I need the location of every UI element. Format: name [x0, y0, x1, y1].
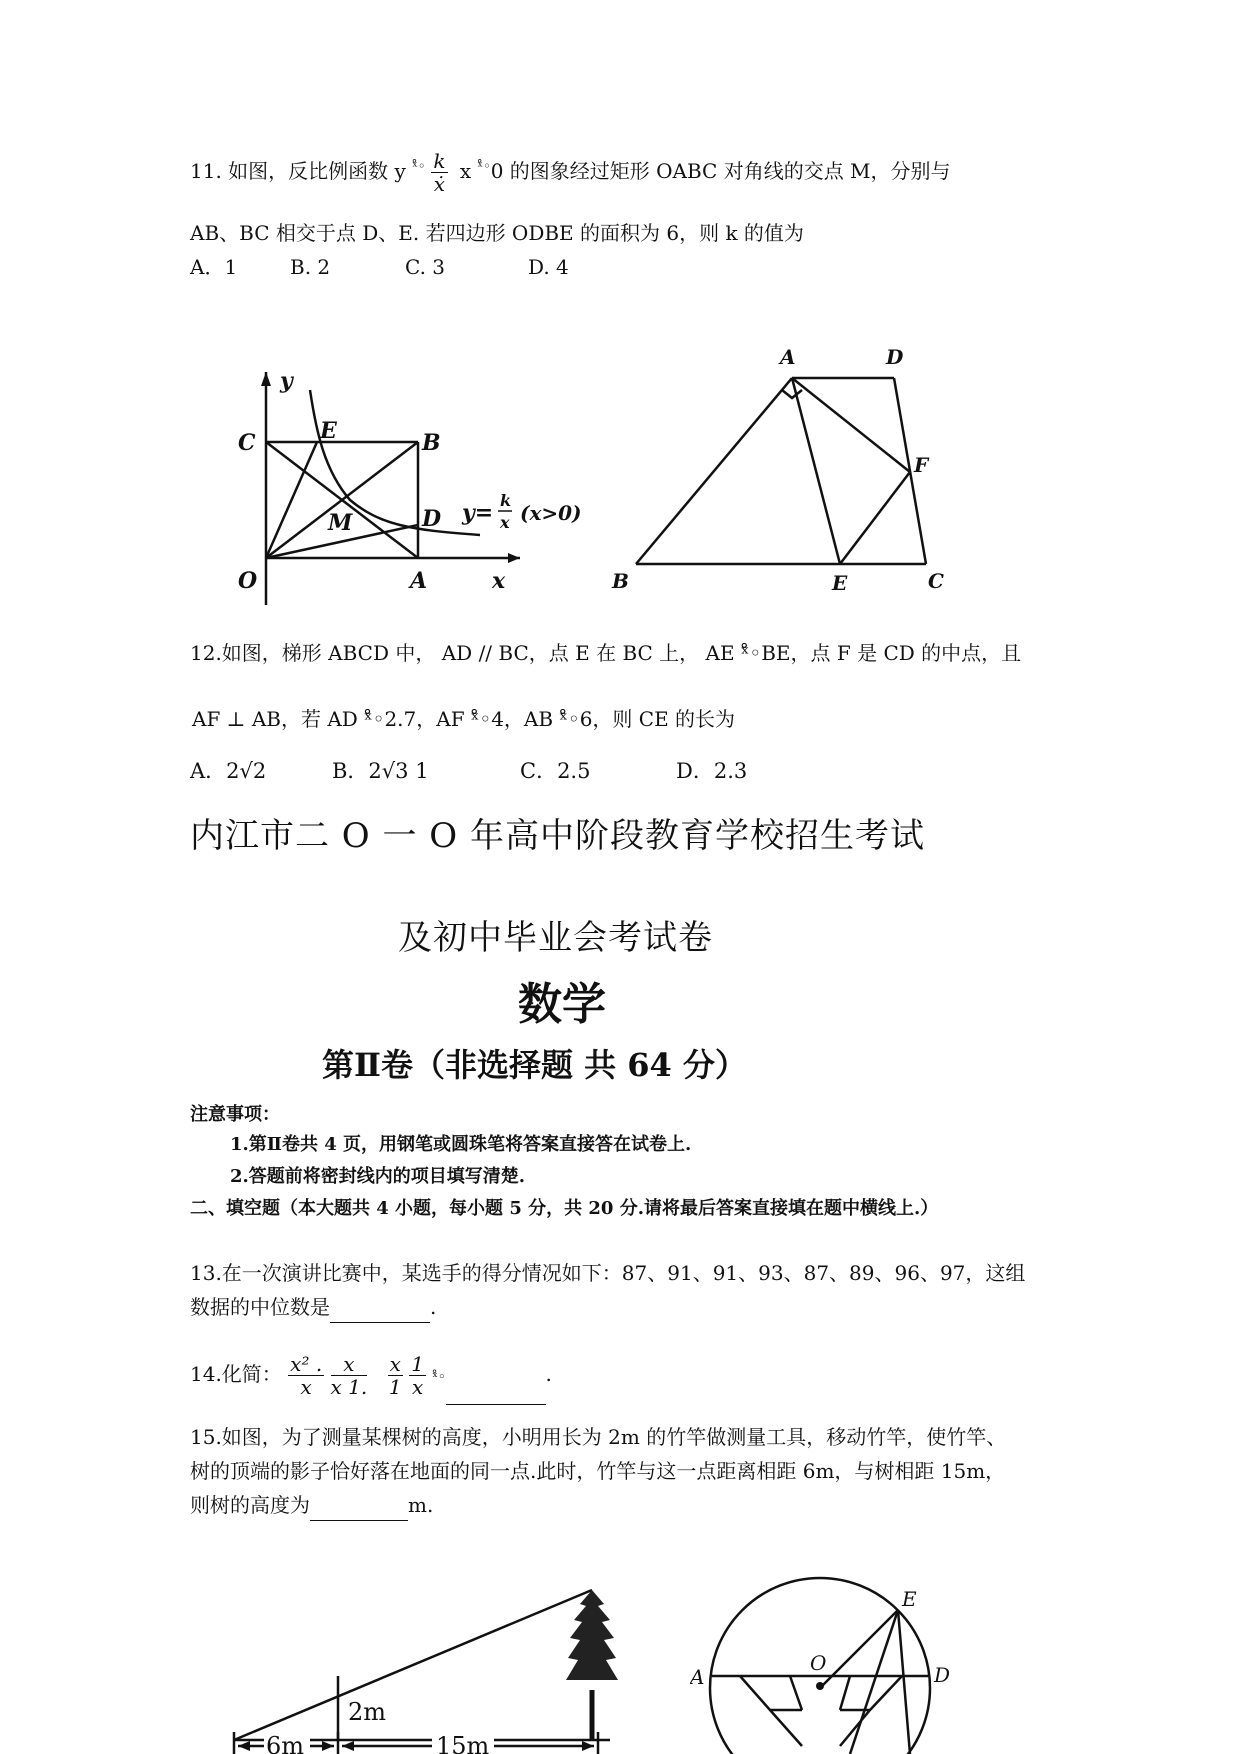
- label-c: C: [238, 430, 256, 456]
- label-e: E: [832, 571, 848, 595]
- q12-option-c: C．2.5: [520, 759, 591, 783]
- exam-subject: 数学: [518, 979, 606, 1030]
- notes-item-2: 2.答题前将密封线内的项目填写清楚.: [230, 1166, 526, 1187]
- q12-option-d: D．2.3: [676, 759, 748, 783]
- q11-line2: AB、BC 相交于点 D、E. 若四边形 ODBE 的面积为 6，则 k 的值为: [190, 221, 804, 245]
- label-d: D: [422, 506, 442, 532]
- label-c: C: [928, 569, 944, 593]
- label-e: E: [902, 1587, 917, 1611]
- label-y: y: [280, 368, 293, 394]
- label-distance-15m: 15m: [436, 1732, 490, 1754]
- exam-title-line2: 及初中毕业会考试卷: [398, 918, 713, 958]
- label-distance-6m: 6m: [266, 1732, 305, 1754]
- label-b: B: [612, 569, 629, 593]
- notes-item-1: 1.第Ⅱ卷共 4 页，用钢笔或圆珠笔将答案直接答在试卷上.: [230, 1134, 692, 1155]
- label-m: M: [328, 510, 353, 536]
- q12-line1: 12.如图，梯形 ABCD 中， AD // BC，点 E 在 BC 上， AE ˣ̊◦BE，点 F 是 CD 的中点，且: [190, 641, 1022, 665]
- q11-option-a: A．1: [190, 255, 238, 279]
- figure-15-tree-measurement: [230, 1580, 650, 1754]
- q11-line1: 11. 如图，反比例函数 y $^{ˣ̊◦}$ $\frac{k}{\text{ẋ}}$ x $^{ˣ̊◦}$0 的图象经过矩形 OABC 对角线的交点 M，分别与: [190, 149, 951, 196]
- q15-line2: 树的顶端的影子恰好落在地面的同一点.此时，竹竿与这一点距离相距 6m，与树相距 15m，: [190, 1459, 1006, 1483]
- q11-option-b: B. 2: [290, 255, 331, 279]
- exam-title-line1: 内江市二 O 一 O 年高中阶段教育学校招生考试: [190, 816, 925, 856]
- label-a: A: [690, 1665, 705, 1689]
- q13-line1: 13.在一次演讲比赛中，某选手的得分情况如下：87、91、91、93、87、89、96、97，这组: [190, 1261, 1026, 1285]
- function-condition: (x>0): [520, 501, 582, 525]
- label-o: O: [238, 568, 258, 594]
- label-pole: 2m: [348, 1698, 387, 1726]
- label-e: E: [320, 418, 337, 444]
- exam-volume: 第Ⅱ卷（非选择题 共 64 分）: [322, 1046, 747, 1084]
- label-a: A: [410, 568, 428, 594]
- function-label: y=: [462, 500, 494, 526]
- q15-line3: 则树的高度为 m.: [190, 1490, 433, 1521]
- label-d: D: [934, 1663, 951, 1687]
- q14-line: 14.化简： $\frac{\text{x² .}}{x}$ $\frac{x}{x 1.}$ $\frac{x}{1}$ $\frac{1}{x}$ ˣ̊◦ .: [190, 1344, 552, 1408]
- figure-12-trapezoid: [610, 340, 970, 600]
- q12-option-a: A．2√2: [190, 759, 267, 783]
- label-b: B: [422, 430, 441, 456]
- q13-line2: 数据的中位数是 .: [190, 1292, 436, 1323]
- q11-option-d: D. 4: [528, 255, 569, 279]
- q12-option-b: B．2√3 1: [332, 759, 429, 783]
- function-x: x: [500, 513, 510, 532]
- function-k: k: [500, 491, 512, 510]
- figure-16-circle: [690, 1570, 980, 1754]
- figure-11-hyperbola: [220, 360, 600, 610]
- tree-icon: [566, 1590, 618, 1680]
- q11-option-c: C. 3: [405, 255, 446, 279]
- q15-line1: 15.如图，为了测量某棵树的高度，小明用长为 2m 的竹竿做测量工具，移动竹竿，使竹竿、: [190, 1425, 1007, 1449]
- label-o: O: [810, 1651, 827, 1675]
- label-d: D: [886, 345, 904, 369]
- notes-title: 注意事项：: [190, 1104, 280, 1125]
- q12-line2: AF ⊥ AB，若 AD ˣ̊◦2.7，AF ˣ̊◦4，AB ˣ̊◦6，则 CE 的长为: [192, 707, 736, 731]
- label-f: F: [914, 453, 929, 477]
- label-a: A: [780, 345, 796, 369]
- section-heading: 二、填空题（本大题共 4 小题，每小题 5 分，共 20 分.请将最后答案直接填在题中横线上.）: [190, 1198, 939, 1219]
- label-x: x: [492, 568, 506, 594]
